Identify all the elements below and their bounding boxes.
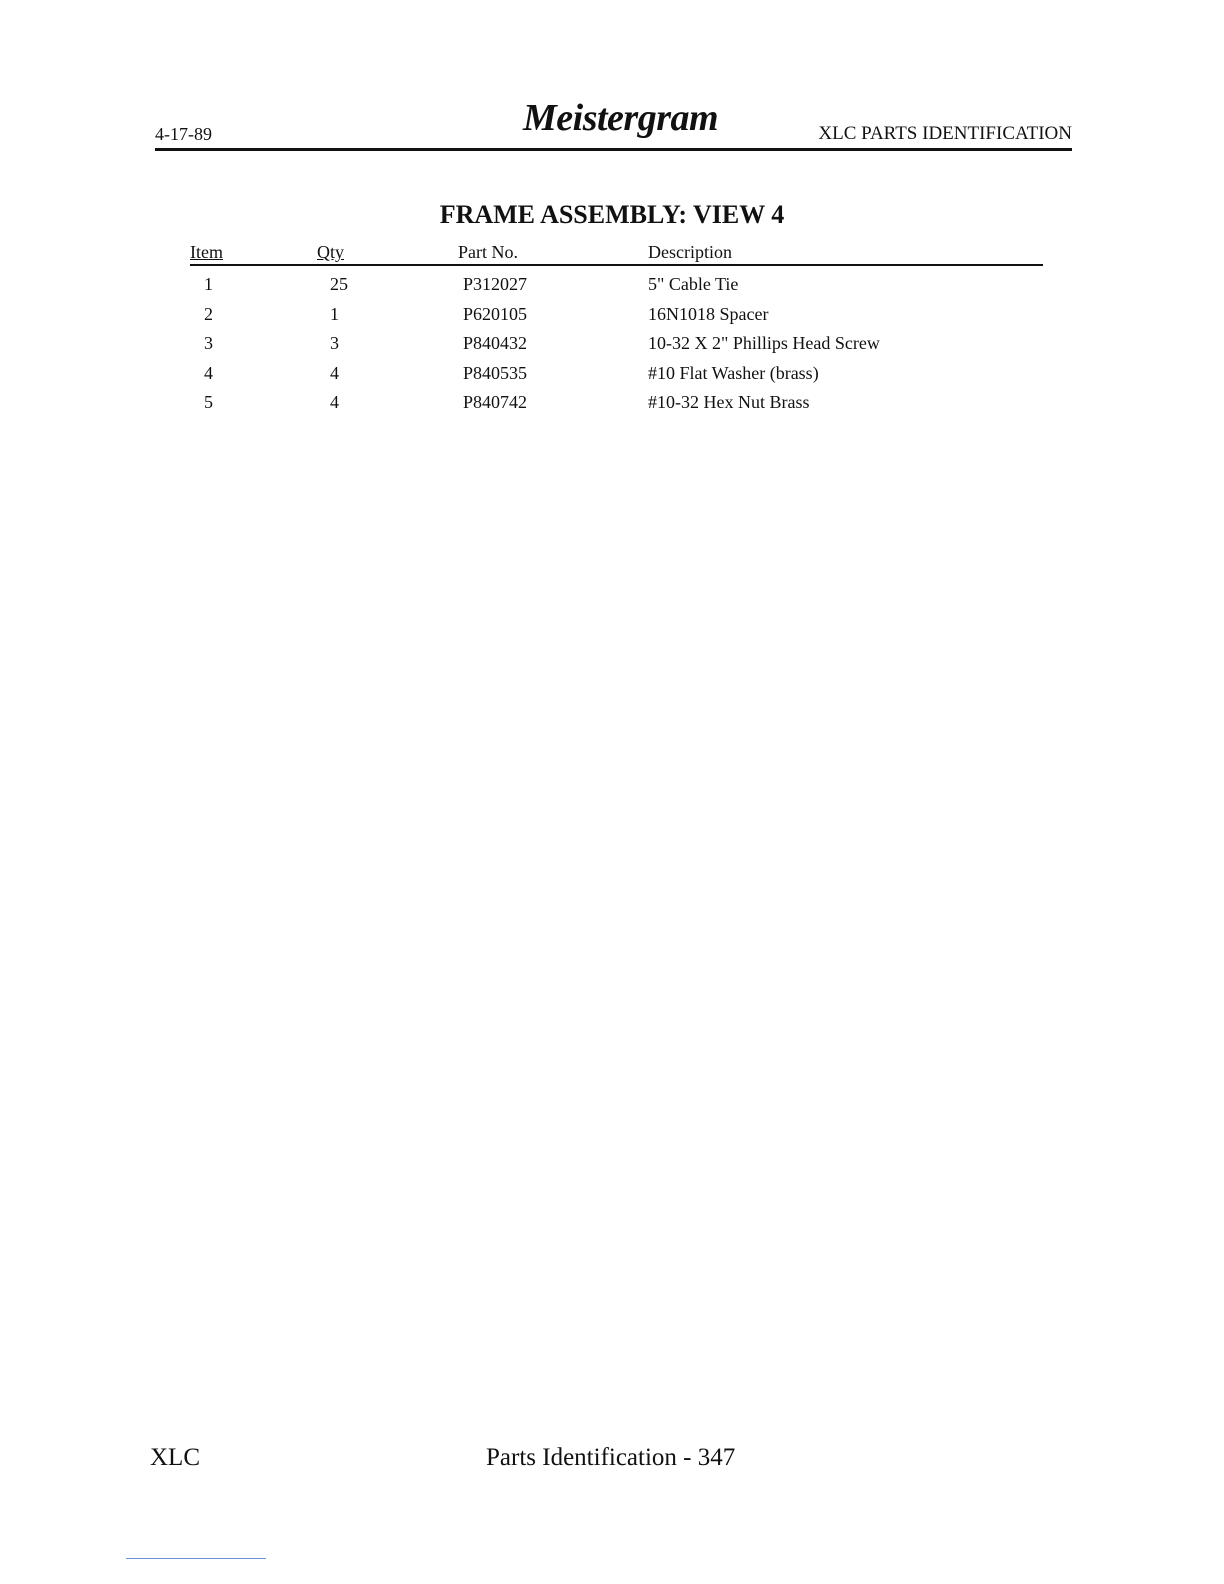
- cell-part-no: P620105: [463, 303, 528, 324]
- table-row: [190, 304, 1043, 334]
- cell-item: 5: [204, 392, 213, 412]
- table-body: [190, 274, 1043, 422]
- header-rule: [155, 148, 1072, 151]
- column-header-description: Description: [648, 242, 732, 262]
- table-header-rule: [190, 264, 1043, 266]
- cell-qty: 3: [330, 333, 339, 353]
- column-header-item: Item: [190, 242, 223, 262]
- table-row: [190, 392, 1043, 422]
- table-header: [190, 242, 1043, 264]
- footer-product: XLC: [150, 1444, 200, 1471]
- page-title: FRAME ASSEMBLY: VIEW 4: [439, 200, 785, 229]
- cell-item: 4: [204, 362, 213, 383]
- cell-item: 1: [204, 274, 213, 294]
- cell-item: 3: [204, 333, 213, 353]
- brand-logo: Meistergram: [523, 97, 719, 139]
- cell-description: #10 Flat Washer (brass): [648, 362, 819, 383]
- column-header-qty: Qty: [317, 242, 344, 262]
- scan-edge-line: [126, 1558, 266, 1559]
- footer-page-label: Parts Identification - 347: [486, 1444, 736, 1471]
- table-row: [190, 363, 1043, 393]
- parts-table: [190, 242, 1043, 412]
- table-row: [190, 274, 1043, 304]
- header-date: 4-17-89: [155, 124, 212, 144]
- cell-part-no: P840742: [463, 392, 528, 412]
- table-row: [190, 333, 1043, 363]
- cell-part-no: P312027: [463, 274, 528, 294]
- cell-description: 10-32 X 2" Phillips Head Screw: [648, 333, 880, 353]
- cell-description: 16N1018 Spacer: [648, 303, 769, 324]
- cell-qty: 4: [330, 362, 339, 383]
- header-section-title: XLC PARTS IDENTIFICATION: [818, 123, 1072, 144]
- cell-description: #10-32 Hex Nut Brass: [648, 392, 810, 412]
- cell-qty: 1: [330, 303, 339, 324]
- cell-part-no: P840535: [463, 362, 528, 383]
- cell-item: 2: [204, 303, 213, 324]
- cell-qty: 4: [330, 392, 339, 412]
- cell-part-no: P840432: [463, 333, 528, 353]
- cell-description: 5" Cable Tie: [648, 274, 739, 294]
- cell-qty: 25: [330, 274, 348, 294]
- column-header-part-no: Part No.: [458, 242, 518, 262]
